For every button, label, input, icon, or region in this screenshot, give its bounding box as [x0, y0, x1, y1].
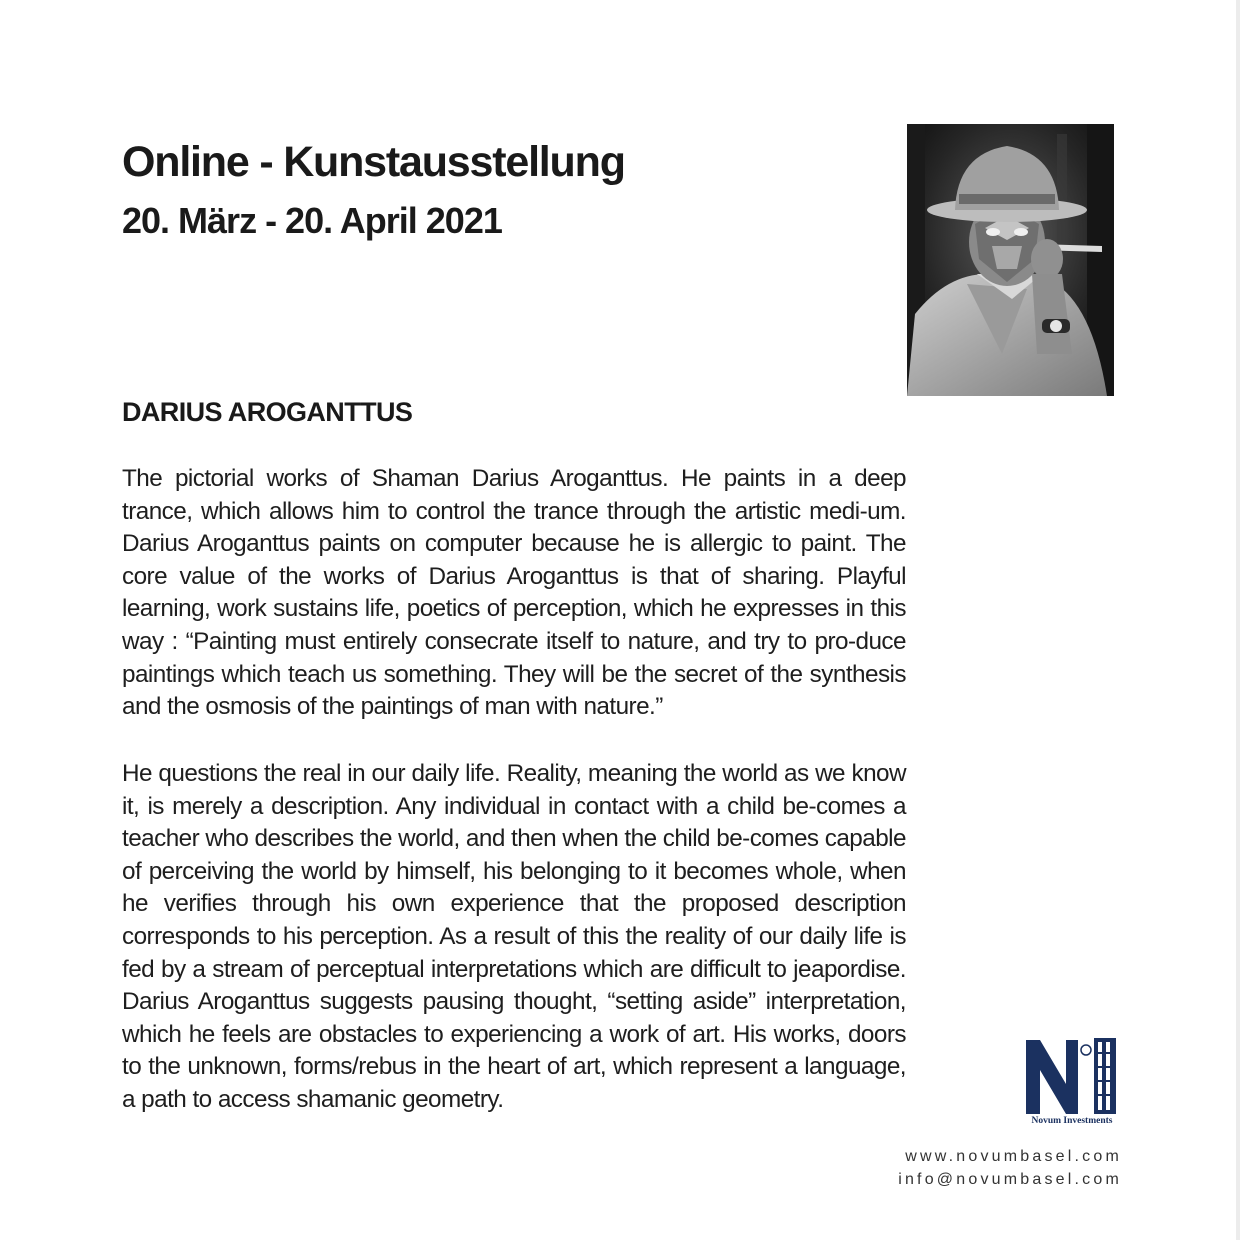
exhibition-dates: 20. März - 20. April 2021 [122, 200, 502, 241]
artist-name: DARIUS AROGANTTUS [122, 397, 413, 427]
website-link[interactable]: www.novumbasel.com [905, 1148, 1122, 1165]
artist-bio-paragraph-1: The pictorial works of Shaman Darius Aroganttus. He paints in a deep trance, which allows him to control the trance through the artistic medi-um. Darius Aroganttus paints on computer because he is allergic to paint. The core value of the works of Darius Aroganttus is that of sharing. Playful learning, work sustains life, poetics of perception, which he expresses in this way : “Painting must entirely consecrate itself to nature, and try to pro-duce paintings which teach us something. They will be the secret of the synthesis and the osmosis of the paintings of man with nature.” [122, 465, 906, 721]
email-link[interactable]: info@novumbasel.com [898, 1171, 1122, 1188]
page-edge [1236, 0, 1240, 1240]
artist-bio-paragraph-2: He questions the real in our daily life. Reality, meaning the world as we know it, is merely a description. Any individual in contact with a child be-comes a teacher who describes the world, and then when the child be-comes capable of perceiving the world by himself, his belonging to it becomes whole, when he verifies through his own experience that the proposed description corresponds to his perception. As a result of this the reality of our daily life is fed by a stream of perceptual interpretations which are difficult to jeapordise. Darius Aroganttus suggests pausing thought, “setting aside” interpretation, which he feels are obstacles to experiencing a work of art. His works, doors to the unknown, forms/rebus in the heart of art, which represent a language, a path to access shamanic geometry. [122, 760, 906, 1113]
artist-portrait-photo [907, 124, 1114, 396]
novum-investments-logo [1020, 1032, 1124, 1132]
exhibition-title: Online - Kunstausstellung [122, 138, 625, 186]
logo-text: Novum Investments [1031, 1116, 1113, 1126]
